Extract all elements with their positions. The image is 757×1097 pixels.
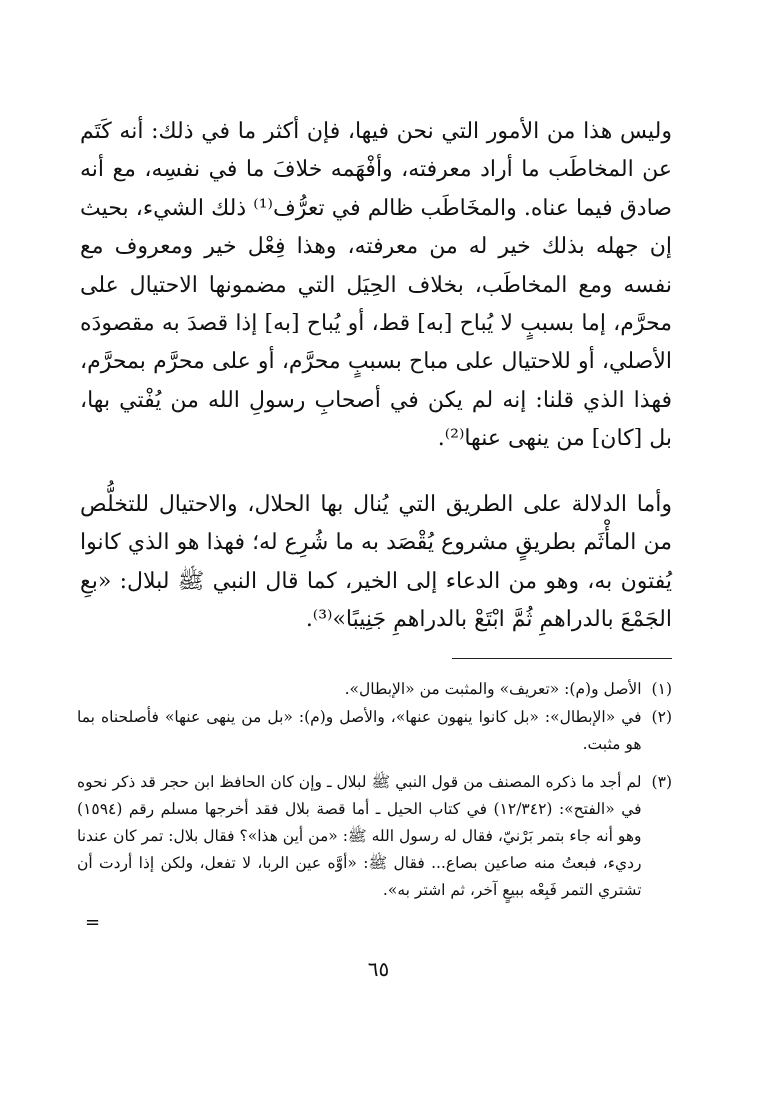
page-number: ٦٥ bbox=[367, 957, 390, 981]
footnote-3 bbox=[77, 769, 672, 904]
footnote-number: (٣) bbox=[651, 773, 672, 791]
footnote-number: (٢) bbox=[651, 708, 672, 726]
footnote-number: (١) bbox=[651, 680, 672, 698]
main-paragraph-2: وأما الدلالة على الطريق التي يُنال بها الحلال، والاحتيال للتخلُّص من المأْثَم بطريقٍ مشروع يُقْصَد به ما شُرِع له؛ فهذا هو الذي كانوا يُفتون به، وهو من الدعاء إلى الخير، كما قال النبي ﷺ لبلال: «بعِ الجَمْعَ بالدراهمِ ثُمَّ ابْتَعْ بالدراهمِ جَنِيبًا»⁽³⁾. bbox=[80, 492, 672, 633]
footnote-text: لم أجد ما ذكره المصنف من قول النبي ﷺ لبلال ـ وإن كان الحافظ ابن حجر قد ذكر نحوه في «الفتح»: (١٢/٣٤٢) في كتاب الحيل ـ أما قصة بلال فقد أخرجها مسلم رقم (١٥٩٤) وهو أنه جاء بتمر بَرْنيّ، فقال له رسول الله ﷺ: «من أين هذا»؟ فقال بلال: تمر كان عندنا رديء، فبعتُ منه صاعين بصاع... فقال ﷺ: «أوَّه عين الربا، لا تفعل، ولكن إذا أردت أن تشتري التمر فَبِعْه ببيعٍ آخر، ثم اشتر به». bbox=[77, 773, 642, 899]
main-paragraph-1: وليس هذا من الأمور التي نحن فيها، فإن أكثر ما في ذلك: أنه كَتَم عن المخاطَب ما أراد معرفته، وأفْهَمه خلافَ ما في نفسِه، مع أنه صادق فيما عناه. والمخَاطَب ظالم في تعرُّف⁽¹⁾ ذلك الشيء، بحيث إن جهله بذلك خير له من معرفته، وهذا فِعْل خير ومعروف مع نفسه ومع المخاطَب، بخلاف الحِيَل التي مضمونها الاحتيال على محرَّم، إما بسببٍ لا يُباح [به] قط، أو يُباح [به] إذا قصدَ به مقصودَه الأصلي، أو للاحتيال على مباح بسببٍ محرَّم، أو على محرَّم بمحرَّم، فهذا الذي قلنا: إنه لم يكن في أصحابِ رسولِ الله من يُفْتي بها، بل [كان] من ينهى عنها⁽²⁾. bbox=[80, 119, 672, 452]
footnote-1 bbox=[77, 676, 672, 703]
continuation-mark: = bbox=[85, 912, 101, 933]
footnote-2 bbox=[77, 704, 672, 758]
footnote-separator bbox=[452, 658, 672, 659]
footnote-text: الأصل و(م): «تعريف» والمثبت من «الإبطال». bbox=[344, 680, 642, 698]
footnote-text: في «الإبطال»: «بل كانوا ينهون عنها»، والأصل و(م): «بل من ينهى عنها» فأصلحناه بما هو مثبت. bbox=[77, 708, 642, 753]
